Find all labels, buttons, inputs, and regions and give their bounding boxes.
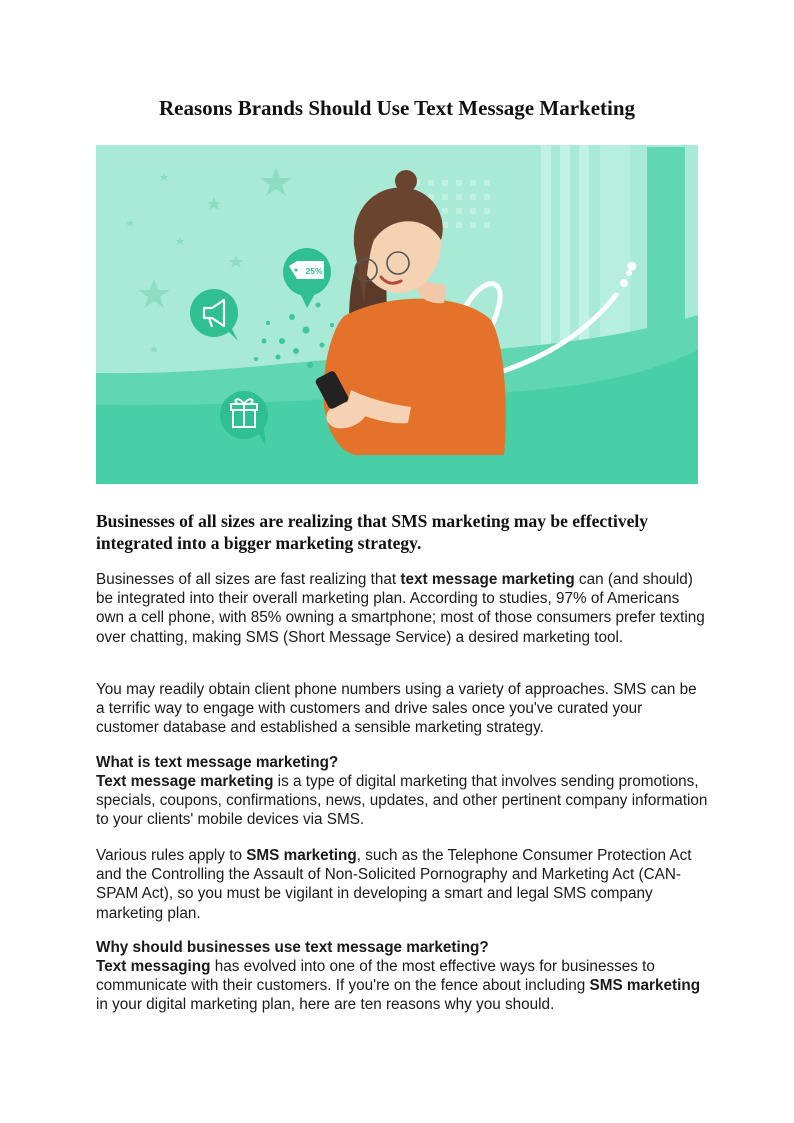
document-title: Reasons Brands Should Use Text Message Marketing [158,96,636,120]
discount-badge-text: 25% [305,266,323,276]
text-run: is a type of digital marketing that involves sending promotions, specials, coupons, confirmations, news, updates, and other pertinent company information to your clients' mobile devices via SMS. [96,773,708,829]
bold-text: Text messaging [96,958,211,975]
hero-illustration [96,145,698,484]
paragraph-rules [96,846,708,923]
paragraph-definition [96,772,708,830]
text-run: in your digital marketing plan, here are ten reasons why you should. [96,996,555,1014]
text-run: can (and should) be integrated into their overall marketing plan. According to studies, 97% of Americans own a cell phone, with 85% owning a smartphone; most of those consumers prefer texting over chatting, making SMS (Short Message Service) a desired marketing tool. [96,571,705,646]
text-run: has evolved into one of the most effective ways for businesses to communicate with their customers. If you're on the fence about including [96,958,655,995]
heading-what-is [96,753,708,772]
text-run: Various rules apply to [96,847,247,864]
bold-text: SMS marketing [589,977,701,995]
text-run: , such as the Telephone Consumer Protection Act and the Controlling the Assault of Non-Solicited Pornography and Marketing Act (CAN-SPAM Act), so you must be vigilant in developing a smart and legal SMS company marketing plan. [96,847,692,922]
bold-text: Text message marketing [96,773,274,790]
paragraph-phone-numbers: You may readily obtain client phone numbers using a variety of approaches. SMS can be a terrific way to engage with customers and drive sales once you've curated your customer database and established a sensible marketing strategy. [96,681,697,737]
heading-why [96,938,708,957]
heading-text: Why should businesses use text message marketing? [96,939,489,956]
bold-text: SMS marketing [246,847,357,864]
heading-text: What is text message marketing? [96,754,339,771]
paragraph-reasons [96,957,708,1015]
paragraph-intro [96,570,708,647]
text-run: Businesses of all sizes are fast realizing that [96,571,401,588]
bold-text: text message marketing [400,571,575,588]
section-subheading: Businesses of all sizes are realizing that SMS marketing may be effectively integrated into a bigger marketing strategy. [96,511,648,553]
